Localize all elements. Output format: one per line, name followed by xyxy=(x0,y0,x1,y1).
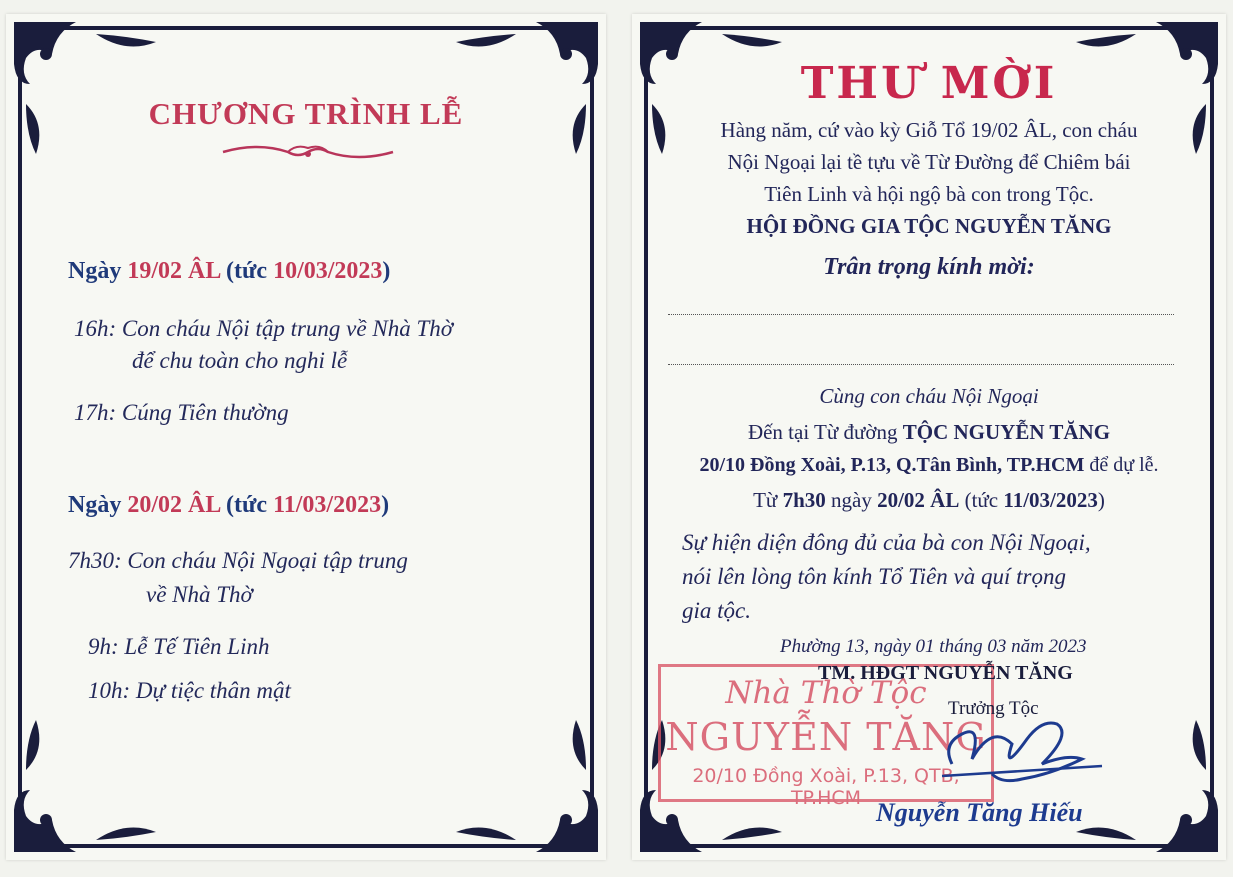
time-solar: 11/03/2023 xyxy=(1003,488,1098,512)
intro-line: Nội Ngoại lại tề tựu về Từ Đường để Chiêm bái xyxy=(727,150,1131,174)
day2-prefix: Ngày xyxy=(68,492,128,518)
item-text: Con cháu Nội tập trung về Nhà Thờ xyxy=(121,316,454,341)
signer-role: Trưởng Tộc xyxy=(948,698,1039,719)
program-title: CHƯƠNG TRÌNH LỄ xyxy=(148,96,464,131)
address-line xyxy=(662,454,1196,477)
time-lunar: 20/02 ÂL xyxy=(877,488,960,512)
item-time: 10h: xyxy=(88,678,131,703)
council-name: HỘI ĐỒNG GIA TỘC NGUYỄN TĂNG xyxy=(746,214,1112,238)
with-line: Cùng con cháu Nội Ngoại xyxy=(819,384,1039,408)
stamp-line1: Nhà Thờ Tộc xyxy=(725,675,927,711)
time-end: ) xyxy=(1097,488,1105,512)
item-text: Dự tiệc thân mật xyxy=(135,678,291,703)
time-value: 7h30 xyxy=(782,488,826,512)
day2-heading xyxy=(68,492,389,519)
intro-line: Hàng năm, cứ vào kỳ Giỗ Tổ 19/02 ÂL, con cháu xyxy=(720,118,1138,142)
schedule-item-continued: để chu toàn cho nghi lễ xyxy=(132,348,348,373)
stamp-line2: NGUYỄN TĂNG xyxy=(665,715,987,759)
closing-line: gia tộc. xyxy=(682,598,751,623)
time-prefix: Từ xyxy=(753,488,783,512)
day1-solar-date: 10/03/2023 xyxy=(273,258,383,284)
schedule-item xyxy=(88,634,269,660)
day1-heading xyxy=(68,258,390,285)
schedule-item xyxy=(88,678,291,704)
schedule-item-continued: về Nhà Thờ xyxy=(146,582,253,607)
address-suffix: để dự lễ. xyxy=(1084,454,1159,476)
time-mid: ngày xyxy=(825,488,878,512)
item-time: 17h: xyxy=(74,400,117,425)
intro-line: Tiên Linh và hội ngộ bà con trong Tộc. xyxy=(764,182,1094,206)
schedule-item xyxy=(74,316,453,342)
time-suffix: (tức xyxy=(959,488,1004,512)
day1-suffix: ) xyxy=(382,258,391,284)
guest-name-line xyxy=(668,364,1174,365)
schedule-item xyxy=(68,548,408,574)
invitation-title: THƯ MỜI xyxy=(800,58,1058,109)
closing-line: nói lên lòng tôn kính Tổ Tiên và quí trọng xyxy=(682,564,1066,589)
item-time: 7h30: xyxy=(68,548,122,573)
arrive-name: TỘC NGUYỄN TĂNG xyxy=(902,420,1111,444)
signing-org: TM. HĐGT NGUYỄN TĂNG xyxy=(818,662,1073,684)
signature-icon xyxy=(932,704,1112,794)
item-text: Con cháu Nội Ngoại tập trung xyxy=(127,548,408,573)
program-card xyxy=(6,14,606,860)
arrive-line xyxy=(662,420,1196,445)
date-line: Phường 13, ngày 01 tháng 03 năm 2023 xyxy=(780,636,1087,657)
stamp-line3: 20/10 Đồng Xoài, P.13, QTB, TP.HCM xyxy=(692,765,960,809)
item-text: Lễ Tế Tiên Linh xyxy=(124,634,270,659)
time-line xyxy=(662,488,1196,513)
day2-lunar-date: 20/02 ÂL xyxy=(127,492,221,518)
item-text: Cúng Tiên thường xyxy=(121,400,289,425)
day1-mid: (tức xyxy=(220,258,274,284)
day2-suffix: ) xyxy=(381,492,390,518)
closing-line: Sự hiện diện đông đủ của bà con Nội Ngoại, xyxy=(682,530,1091,555)
arrive-prefix: Đến tại Từ đường xyxy=(747,420,903,444)
day2-mid: (tức xyxy=(220,492,274,518)
day1-lunar-date: 19/02 ÂL xyxy=(127,258,221,284)
item-time: 9h: xyxy=(88,634,119,659)
schedule-item xyxy=(74,400,289,426)
day2-solar-date: 11/03/2023 xyxy=(273,492,382,518)
respect-line: Trân trọng kính mời: xyxy=(823,254,1035,280)
day1-prefix: Ngày xyxy=(68,258,128,284)
invitation-card xyxy=(632,14,1226,860)
guest-name-line xyxy=(668,314,1174,315)
address: 20/10 Đồng Xoài, P.13, Q.Tân Bình, TP.HCM xyxy=(699,454,1085,476)
item-time: 16h: xyxy=(74,316,117,341)
title-flourish-icon xyxy=(218,140,398,164)
signer-name: Nguyễn Tăng Hiếu xyxy=(876,798,1083,827)
